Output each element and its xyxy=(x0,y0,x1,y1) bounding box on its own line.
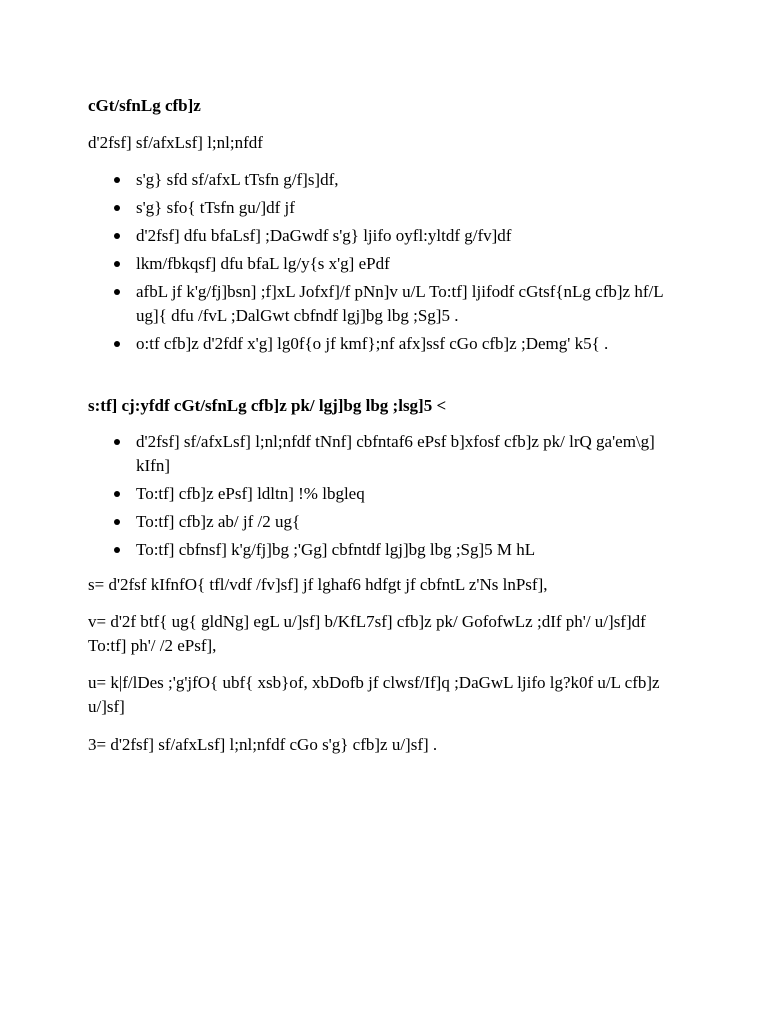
clause-kha-paragraph: v= d'2f btf{ ug{ gldNg] egL u/]sf] b/KfL7sf] cfb]z pk/ GofofwLz ;dIf ph'/ u/]sf]df To:tf] ph'/ /2 ePsf], xyxy=(88,612,646,655)
bullet-dot-icon xyxy=(114,491,120,497)
clause-ka-paragraph: s= d'2fsf kIfnfO{ tfl/vdf /fv]sf] jf lghaf6 hdfgt jf cbfntL z'Ns lnPsf], xyxy=(88,575,548,594)
list-item xyxy=(88,430,688,478)
heading-interim-order: cGt/sfnLg cfb]z xyxy=(88,96,201,115)
list-item xyxy=(88,252,688,276)
list-item xyxy=(88,168,688,192)
list-item-text: To:tf] cfb]z ePsf] ldltn] !% lbgleq xyxy=(136,484,365,503)
bullet-dot-icon xyxy=(114,547,120,553)
list-item xyxy=(88,332,688,356)
list-item-text: o:tf cfb]z d'2fdf x'g] lg0f{o jf kmf};nf afx]ssf cGo cfb]z ;Demg' k5{ . xyxy=(136,334,609,353)
list-item xyxy=(88,538,688,562)
list-item xyxy=(88,224,688,248)
bullet-dot-icon xyxy=(114,519,120,525)
heading-when-to-apply: s:tf] cj:yfdf cGt/sfnLg cfb]z pk/ lgj]bg lbg ;lsg]5 < xyxy=(88,396,447,415)
list-item xyxy=(88,482,688,506)
clause-ga-paragraph: u= k|f/lDes ;'g'jfO{ ubf{ xsb}of, xbDofb jf clwsf/If]q ;DaGwL ljifo lg?k0f u/L cfb]z u/]sf] xyxy=(88,673,660,716)
list-item-text: To:tf] cfb]z ab/ jf /2 ug{ xyxy=(136,512,301,531)
list-item-text: afbL jf k'g/fj]bsn] ;f]xL Jofxf]/f pNn]v u/L To:tf] ljifodf cGtsf{nLg cfb]z hf/L ug]{ dfu /fvL ;DalGwt cbfndf lgj]bg lbg ;Sg]5 . xyxy=(136,282,663,325)
bullet-dot-icon xyxy=(114,261,120,267)
bullet-list-application xyxy=(88,430,688,566)
bullet-dot-icon xyxy=(114,205,120,211)
intro-paragraph: d'2fsf] sf/afxLsf] l;nl;nfdf xyxy=(88,133,263,152)
list-item xyxy=(88,510,688,534)
clause-gha-paragraph: 3= d'2fsf] sf/afxLsf] l;nl;nfdf cGo s'g} cfb]z u/]sf] . xyxy=(88,735,438,754)
list-item-text: d'2fsf] sf/afxLsf] l;nl;nfdf tNnf] cbfntaf6 ePsf b]xfosf cfb]z pk/ lrQ ga'em\g] kIfn] xyxy=(136,432,655,475)
bullet-dot-icon xyxy=(114,233,120,239)
list-item xyxy=(88,280,688,328)
bullet-dot-icon xyxy=(114,289,120,295)
list-item xyxy=(88,196,688,220)
bullet-dot-icon xyxy=(114,439,120,445)
list-item-text: d'2fsf] dfu bfaLsf] ;DaGwdf s'g} ljifo oyfl:yltdf g/fv]df xyxy=(136,226,512,245)
list-item-text: To:tf] cbfnsf] k'g/fj]bg ;'Gg] cbfntdf lgj]bg lbg ;Sg]5 M hL xyxy=(136,540,536,559)
bullet-list-conditions xyxy=(88,168,688,360)
list-item-text: s'g} sfd sf/afxL tTsfn g/f]s]df, xyxy=(136,170,339,189)
list-item-text: s'g} sfo{ tTsfn gu/]df jf xyxy=(136,198,295,217)
bullet-dot-icon xyxy=(114,341,120,347)
bullet-dot-icon xyxy=(114,177,120,183)
list-item-text: lkm/fbkqsf] dfu bfaL lg/y{s x'g] ePdf xyxy=(136,254,390,273)
